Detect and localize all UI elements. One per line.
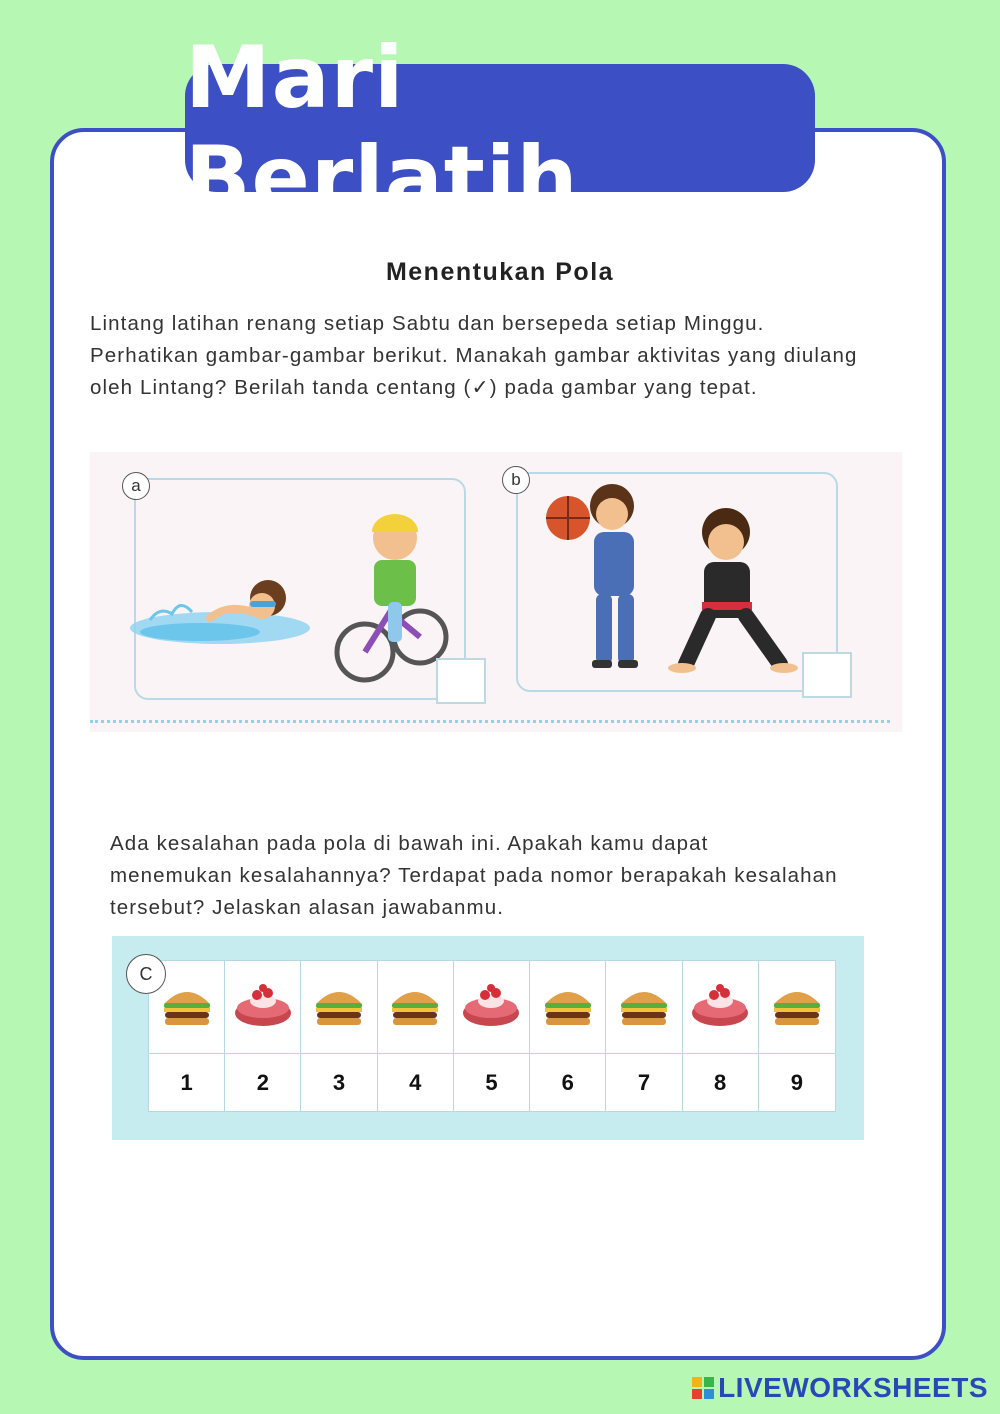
liveworksheets-watermark: [692, 1372, 988, 1404]
burger-icon: [616, 983, 672, 1031]
section-title: Menentukan Pola: [385, 258, 615, 286]
burger-icon: [769, 983, 825, 1031]
page-title: Mari Berlatih: [185, 28, 579, 228]
burger-icon: [387, 983, 443, 1031]
watermark-text: LIVEWORKSHEETS: [718, 1372, 988, 1403]
swimmer-figure: [130, 580, 310, 644]
question-2-line: Ada kesalahan pada pola di bawah ini. Apakah kamu dapat: [110, 832, 709, 855]
burger-icon: [540, 983, 596, 1031]
pattern-number: 2: [225, 1053, 301, 1111]
pattern-number: 8: [683, 1053, 759, 1111]
pattern-food-cell: [683, 961, 759, 1053]
burger-icon: [159, 983, 215, 1031]
cake-icon: [690, 981, 750, 1033]
pattern-food-cell: [301, 961, 377, 1053]
burger-icon: [311, 983, 367, 1031]
basketball-player-figure: [546, 484, 638, 668]
liveworksheets-logo-icon: [692, 1377, 714, 1399]
option-a-checkbox[interactable]: [436, 658, 486, 704]
question-1-line: Perhatikan gambar-gambar berikut. Manakah gambar aktivitas yang diulang: [90, 344, 858, 367]
pattern-number: 4: [378, 1053, 454, 1111]
question-2-line: menemukan kesalahannya? Terdapat pada nomor berapakah kesalahan: [110, 864, 838, 887]
pattern-number: 5: [454, 1053, 530, 1111]
option-b-label: b: [502, 466, 530, 494]
question-1-line: Lintang latihan renang setiap Sabtu dan bersepeda setiap Minggu.: [90, 312, 765, 335]
question-2-line: tersebut? Jelaskan alasan jawabanmu.: [110, 896, 505, 919]
pattern-number: 7: [606, 1053, 682, 1111]
pattern-food-cell: [530, 961, 606, 1053]
food-pattern-strip: [148, 960, 836, 1112]
pattern-food-cell: [454, 961, 530, 1053]
pattern-food-cell: [606, 961, 682, 1053]
option-a-label: a: [122, 472, 150, 500]
question-1-text: [90, 308, 920, 404]
activity-illustration: [90, 452, 902, 732]
pattern-number: 9: [759, 1053, 835, 1111]
pattern-number: 1: [149, 1053, 225, 1111]
option-b-checkbox[interactable]: [802, 652, 852, 698]
cake-icon: [461, 981, 521, 1033]
cyclist-figure: [337, 514, 446, 680]
question-2-text: [110, 828, 930, 924]
question-1-line: oleh Lintang? Berilah tanda centang (✓) pada gambar yang tepat.: [90, 376, 758, 399]
dotted-divider: [90, 720, 890, 723]
pattern-food-cell: [225, 961, 301, 1053]
cake-icon: [233, 981, 293, 1033]
martial-artist-figure: [668, 508, 798, 673]
pattern-number: 6: [530, 1053, 606, 1111]
pattern-food-cell: [759, 961, 835, 1053]
activity-scenes: [90, 452, 902, 732]
pattern-number: 3: [301, 1053, 377, 1111]
pattern-food-cell: [378, 961, 454, 1053]
title-banner: [185, 28, 815, 228]
food-pattern-illustration: [112, 936, 864, 1140]
pattern-label: C: [126, 954, 166, 994]
